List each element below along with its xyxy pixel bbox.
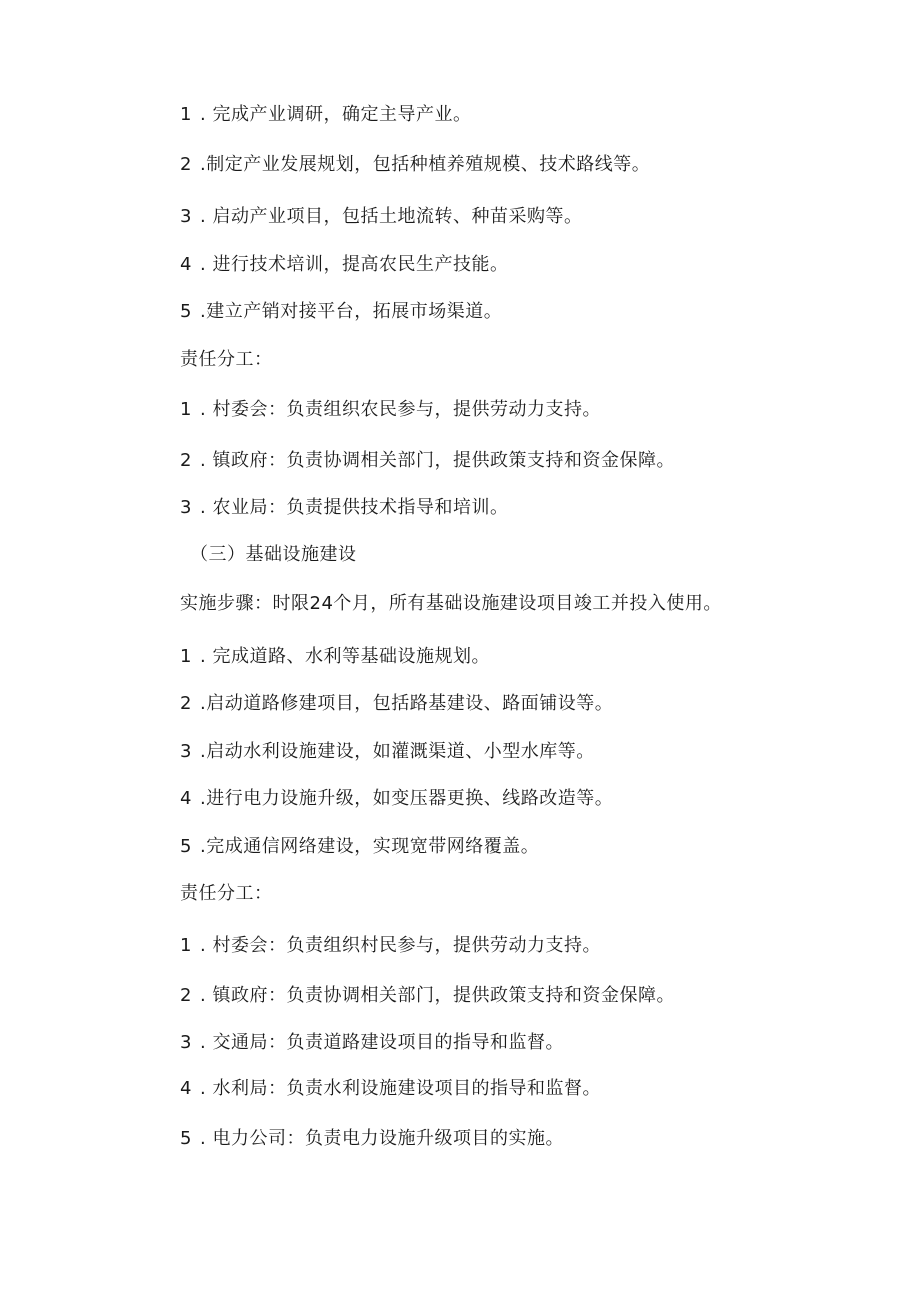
- item-text: . 农业局：负责提供技术指导和培训。: [200, 497, 509, 518]
- list-item: [180, 934, 601, 958]
- item-number: 1: [180, 104, 192, 125]
- item-number: 2: [180, 450, 192, 471]
- list-item: [180, 740, 595, 764]
- list-item: [180, 253, 508, 277]
- item-number: 1: [180, 646, 192, 667]
- item-text: .制定产业发展规划，包括种植养殖规模、技术路线等。: [200, 154, 651, 175]
- item-number: 5: [180, 836, 192, 857]
- item-number: 2: [180, 985, 192, 1006]
- section-title: （三）基础设施建设: [190, 544, 357, 565]
- list-item: [180, 1031, 564, 1055]
- item-text: . 交通局：负责道路建设项目的指导和监督。: [200, 1032, 564, 1053]
- section-intro: 实施步骤：时限24个月，所有基础设施建设项目竣工并投入使用。: [180, 593, 722, 614]
- item-number: 1: [180, 399, 192, 420]
- item-text: . 进行技术培训，提高农民生产技能。: [200, 254, 509, 275]
- item-number: 4: [180, 1078, 192, 1099]
- list-item: [180, 692, 613, 716]
- item-number: 4: [180, 254, 192, 275]
- list-item: [180, 103, 471, 127]
- item-text: . 完成产业调研，确定主导产业。: [200, 104, 472, 125]
- list-item: [180, 835, 539, 859]
- item-number: 5: [180, 301, 192, 322]
- list-item: [180, 1077, 601, 1101]
- item-number: 1: [180, 935, 192, 956]
- item-text: . 电力公司：负责电力设施升级项目的实施。: [200, 1128, 564, 1149]
- item-number: 5: [180, 1128, 192, 1149]
- item-text: . 村委会：负责组织村民参与，提供劳动力支持。: [200, 935, 601, 956]
- item-text: . 镇政府：负责协调相关部门，提供政策支持和资金保障。: [200, 985, 675, 1006]
- list-item: [180, 1127, 564, 1151]
- responsibility-heading: 责任分工：: [180, 883, 273, 904]
- item-text: . 完成道路、水利等基础设施规划。: [200, 646, 490, 667]
- list-item: [180, 398, 601, 422]
- item-number: 2: [180, 693, 192, 714]
- list-item: [180, 300, 502, 324]
- item-text: .启动道路修建项目，包括路基建设、路面铺设等。: [200, 693, 614, 714]
- item-number: 4: [180, 788, 192, 809]
- item-text: .完成通信网络建设，实现宽带网络覆盖。: [200, 836, 540, 857]
- list-item: [180, 645, 490, 669]
- item-number: 2: [180, 154, 192, 175]
- item-text: . 水利局：负责水利设施建设项目的指导和监督。: [200, 1078, 601, 1099]
- item-text: .进行电力设施升级，如变压器更换、线路改造等。: [200, 788, 614, 809]
- list-item: [180, 787, 613, 811]
- responsibility-heading: 责任分工：: [180, 349, 273, 370]
- item-text: .启动水利设施建设，如灌溉渠道、小型水库等。: [200, 741, 595, 762]
- item-text: . 村委会：负责组织农民参与，提供劳动力支持。: [200, 399, 601, 420]
- item-number: 3: [180, 497, 192, 518]
- item-text: . 启动产业项目，包括土地流转、种苗采购等。: [200, 206, 583, 227]
- item-text: . 镇政府：负责协调相关部门，提供政策支持和资金保障。: [200, 450, 675, 471]
- list-item: [180, 205, 582, 229]
- item-number: 3: [180, 206, 192, 227]
- item-text: .建立产销对接平台，拓展市场渠道。: [200, 301, 503, 322]
- list-item: [180, 449, 675, 473]
- list-item: [180, 153, 650, 177]
- item-number: 3: [180, 741, 192, 762]
- item-number: 3: [180, 1032, 192, 1053]
- list-item: [180, 984, 675, 1008]
- list-item: [180, 496, 508, 520]
